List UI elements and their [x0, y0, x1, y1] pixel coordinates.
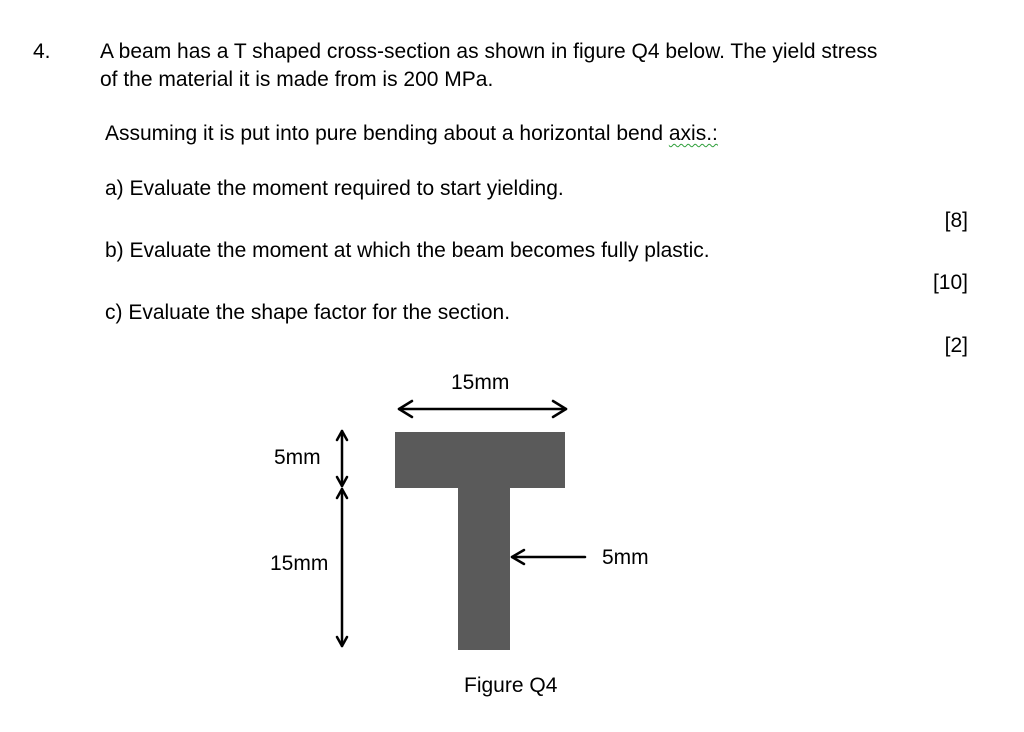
part-b-text: b) Evaluate the moment at which the beam becomes fully plastic. — [105, 239, 710, 262]
flange-thickness-label: 5mm — [274, 446, 321, 469]
assumption-text: Assuming it is put into pure bending about a horizontal bend — [105, 122, 669, 145]
assumption-statement — [105, 121, 718, 147]
figure-caption: Figure Q4 — [464, 674, 558, 697]
part-c-marks: [2] — [944, 334, 968, 357]
t-section-flange — [395, 432, 565, 488]
web-width-pointer-arrow — [512, 550, 585, 564]
flange-width-label: 15mm — [451, 371, 510, 394]
part-c-text: c) Evaluate the shape factor for the section. — [105, 301, 511, 324]
flange-thickness-dimension-arrow — [337, 431, 347, 486]
web-width-label: 5mm — [602, 546, 649, 569]
part-a-text: a) Evaluate the moment required to start yielding. — [105, 177, 564, 200]
part-b-marks: [10] — [932, 271, 968, 294]
web-height-label: 15mm — [270, 552, 329, 575]
question-text-line-1: A beam has a T shaped cross-section as shown in figure Q4 below. The yield stress — [100, 40, 878, 63]
flange-width-dimension-arrow — [399, 401, 566, 417]
part-a-marks: [8] — [944, 209, 968, 232]
spellcheck-flagged-word: axis.: — [668, 122, 718, 145]
question-text-line-2: of the material it is made from is 200 MPa. — [100, 68, 494, 91]
t-section-web — [458, 488, 510, 650]
question-number: 4. — [33, 40, 51, 63]
web-height-dimension-arrow — [337, 489, 347, 646]
